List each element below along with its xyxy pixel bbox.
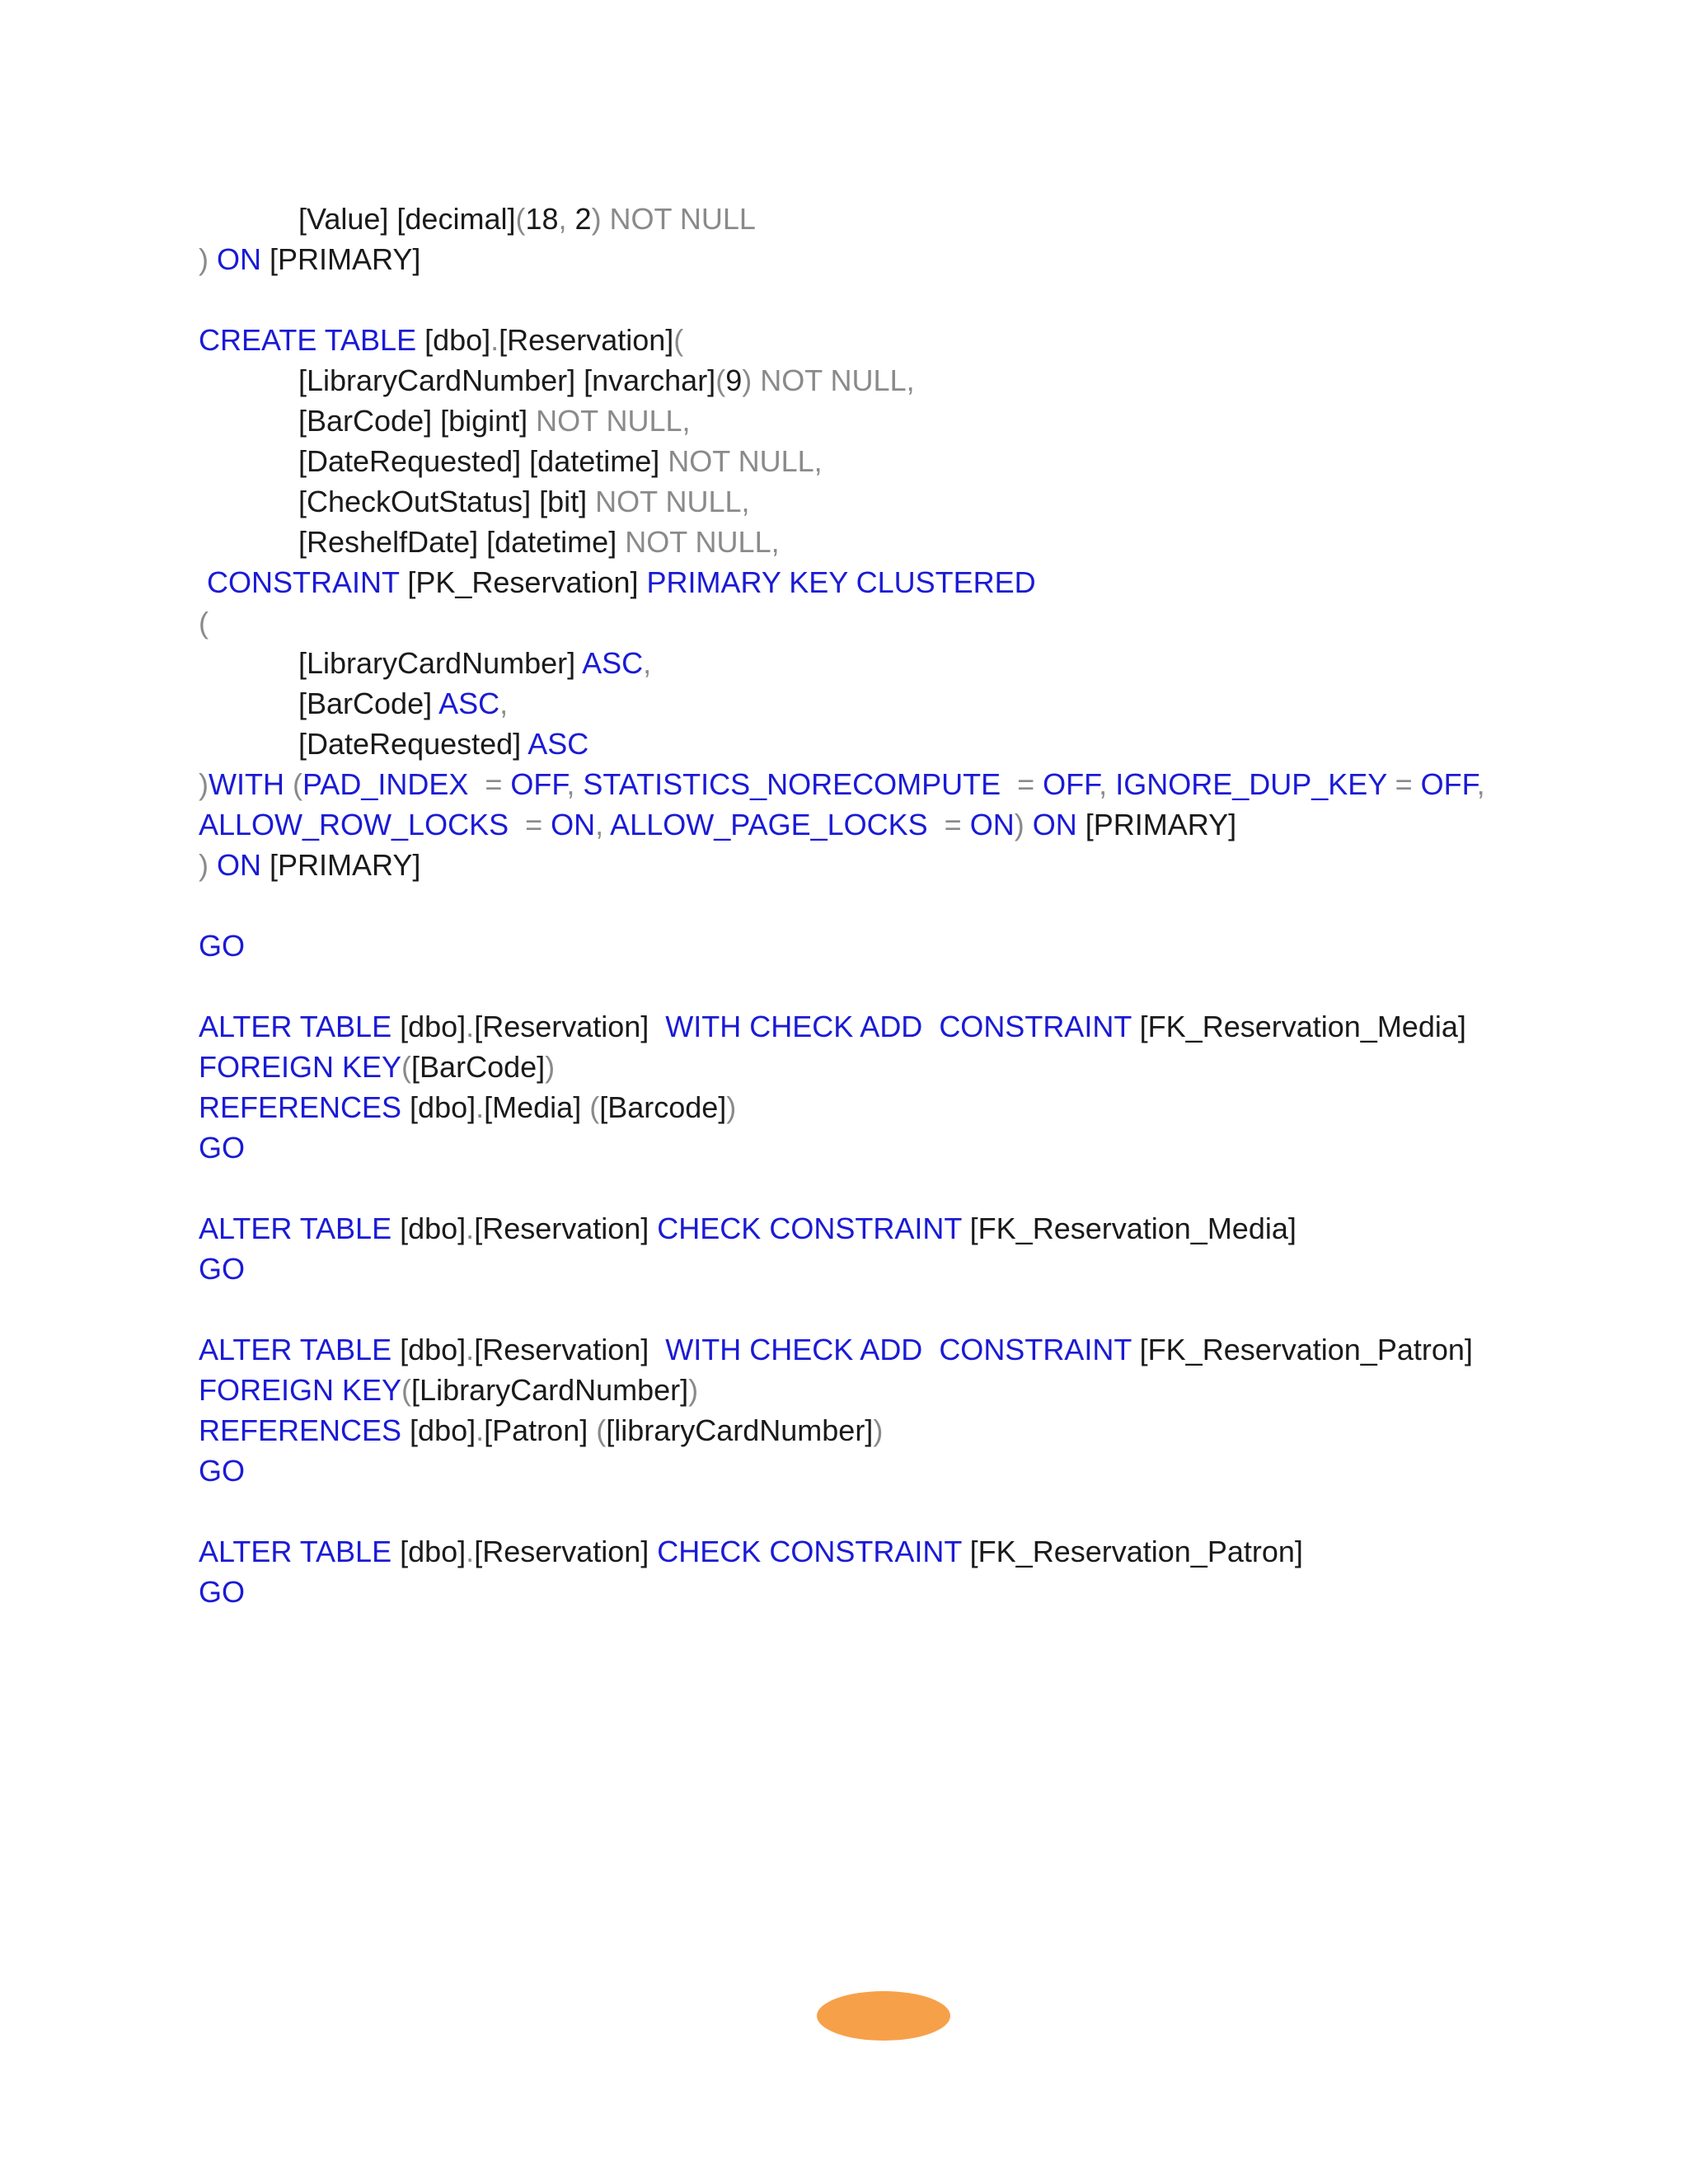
sql-keyword: IGNORE_DUP_KEY [1115, 767, 1387, 801]
sql-punctuation: ) [199, 767, 209, 801]
code-line [199, 562, 1036, 602]
sql-keyword: CHECK CONSTRAINT [657, 1212, 962, 1245]
sql-text: [CheckOutStatus] [bit] [298, 485, 596, 518]
sql-keyword: STATISTICS_NORECOMPUTE [583, 767, 1001, 801]
sql-keyword: PAD_INDEX [302, 767, 469, 801]
code-line [199, 320, 683, 360]
code-line [199, 1208, 1296, 1249]
sql-text: [FK_Reservation_Media] [961, 1212, 1296, 1245]
sql-text: [dbo] [392, 1535, 467, 1568]
sql-keyword: ON [217, 242, 261, 276]
code-line [199, 845, 420, 885]
sql-text: [dbo] [416, 323, 491, 357]
sql-text: [dbo] [401, 1090, 476, 1124]
code-line [199, 1087, 736, 1127]
sql-punctuation: ) [726, 1090, 737, 1124]
sql-punctuation: . [466, 1333, 475, 1366]
sql-punctuation: NOT NULL, [595, 485, 750, 518]
code-line [298, 199, 756, 239]
code-line [298, 441, 823, 481]
sql-keyword: ALLOW_PAGE_LOCKS [610, 808, 928, 841]
sql-keyword: OFF [1420, 767, 1477, 801]
sql-keyword: FOREIGN KEY [199, 1050, 402, 1084]
code-line [298, 522, 780, 562]
sql-keyword: WITH CHECK ADD CONSTRAINT [665, 1333, 1132, 1366]
sql-punctuation: ( [401, 1050, 412, 1084]
sql-punctuation: . [476, 1413, 485, 1447]
sql-text: [dbo] [392, 1333, 467, 1366]
sql-punctuation: ) [873, 1413, 884, 1447]
sql-text: 2 [574, 202, 592, 236]
sql-punctuation: ( [589, 1090, 600, 1124]
sql-text: [Reservation] [474, 1010, 666, 1043]
sql-text: [Barcode] [599, 1090, 727, 1124]
sql-text: [ReshelfDate] [datetime] [298, 525, 626, 559]
sql-keyword: ALTER TABLE [199, 1212, 392, 1245]
sql-punctuation: , [558, 202, 575, 236]
sql-keyword: GO [199, 1454, 246, 1488]
sql-text: [PRIMARY] [261, 242, 421, 276]
sql-keyword: ON [217, 848, 261, 882]
sql-text: [PRIMARY] [261, 848, 421, 882]
sql-keyword: WITH [209, 767, 284, 801]
sql-text: [BarCode] [bigint] [298, 404, 537, 438]
sql-text: [FK_Reservation_Patron] [1131, 1333, 1473, 1366]
code-line [298, 724, 588, 764]
sql-text: [Reservation] [499, 323, 674, 357]
sql-keyword: GO [199, 1252, 246, 1286]
sql-punctuation: ) [545, 1050, 556, 1084]
sql-text: [LibraryCardNumber] [298, 646, 583, 680]
sql-keyword: ON [551, 808, 596, 841]
code-line [199, 602, 209, 643]
sql-punctuation: = [468, 767, 511, 801]
sql-keyword: ASC [528, 727, 589, 761]
sql-text: [BarCode] [411, 1050, 546, 1084]
code-line [199, 1531, 1303, 1572]
sql-text: [FK_Reservation_Media] [1131, 1010, 1466, 1043]
code-line [298, 683, 508, 724]
sql-punctuation: = [927, 808, 970, 841]
sql-punctuation: ( [284, 767, 302, 801]
sql-punctuation: = [1001, 767, 1043, 801]
sql-text: [Value] [decimal] [298, 202, 516, 236]
sql-keyword: GO [199, 1131, 246, 1165]
sql-keyword: GO [199, 929, 246, 963]
sql-punctuation: , [566, 767, 584, 801]
sql-keyword: CHECK CONSTRAINT [657, 1535, 962, 1568]
sql-text: [Reservation] [474, 1333, 666, 1366]
sql-text: [FK_Reservation_Patron] [961, 1535, 1303, 1568]
sql-text: [PK_Reservation] [399, 565, 647, 599]
sql-text: [Reservation] [474, 1535, 658, 1568]
sql-text: 9 [725, 363, 743, 397]
sql-text: 18 [525, 202, 559, 236]
code-line [298, 360, 915, 401]
sql-text: [dbo] [392, 1010, 467, 1043]
code-line [298, 481, 750, 522]
sql-keyword: ALTER TABLE [199, 1010, 392, 1043]
sql-keyword: REFERENCES [199, 1413, 402, 1447]
code-line [199, 1127, 245, 1168]
sql-punctuation: ) NOT NULL [591, 202, 756, 236]
sql-keyword: ALLOW_ROW_LOCKS [199, 808, 509, 841]
sql-text: [Media] [484, 1090, 590, 1124]
sql-punctuation: ) [1014, 808, 1033, 841]
sql-punctuation: ) [199, 242, 217, 276]
sql-punctuation: . [466, 1535, 475, 1568]
code-line [199, 764, 1485, 804]
code-line [199, 804, 1236, 845]
sql-punctuation: ( [673, 323, 684, 357]
sql-text: [Reservation] [474, 1212, 658, 1245]
sql-text: [DateRequested] [298, 727, 528, 761]
sql-punctuation: , [643, 646, 652, 680]
sql-keyword: ON [969, 808, 1015, 841]
code-line [199, 1572, 245, 1612]
sql-punctuation: NOT NULL, [536, 404, 691, 438]
sql-punctuation: , [1099, 767, 1116, 801]
sql-punctuation: = [1386, 767, 1421, 801]
sql-punctuation: ( [515, 202, 526, 236]
sql-keyword: ON [1032, 808, 1077, 841]
sql-text: [Patron] [484, 1413, 597, 1447]
sql-punctuation: NOT NULL, [625, 525, 780, 559]
code-line [298, 643, 651, 683]
code-line [199, 1451, 245, 1491]
sql-keyword: OFF [510, 767, 567, 801]
sql-text: [PRIMARY] [1076, 808, 1237, 841]
sql-keyword: CREATE TABLE [199, 323, 417, 357]
sql-punctuation: . [466, 1010, 475, 1043]
page-number-marker [817, 1991, 950, 2041]
sql-punctuation: , [595, 808, 611, 841]
sql-keyword: CONSTRAINT [199, 565, 400, 599]
sql-text: [DateRequested] [datetime] [298, 444, 668, 478]
sql-punctuation: ) [199, 848, 217, 882]
sql-punctuation: ( [401, 1373, 412, 1407]
sql-punctuation: . [476, 1090, 485, 1124]
sql-keyword: ALTER TABLE [199, 1535, 392, 1568]
sql-punctuation: ) NOT NULL, [742, 363, 915, 397]
sql-punctuation: . [490, 323, 499, 357]
sql-text: [libraryCardNumber] [606, 1413, 874, 1447]
sql-punctuation: ( [596, 1413, 607, 1447]
sql-keyword: ASC [438, 687, 500, 720]
sql-punctuation: = [509, 808, 551, 841]
sql-keyword: FOREIGN KEY [199, 1373, 402, 1407]
code-line [298, 401, 691, 441]
code-line [199, 1370, 698, 1410]
sql-text: [dbo] [392, 1212, 467, 1245]
sql-punctuation: . [466, 1212, 475, 1245]
code-line [199, 1006, 1466, 1047]
code-line [199, 1249, 245, 1289]
sql-punctuation: ) [688, 1373, 699, 1407]
code-line [199, 1410, 883, 1451]
code-line [199, 926, 245, 966]
sql-keyword: ASC [582, 646, 644, 680]
sql-keyword: PRIMARY KEY CLUSTERED [646, 565, 1036, 599]
sql-text: [dbo] [401, 1413, 476, 1447]
sql-keyword: REFERENCES [199, 1090, 402, 1124]
sql-punctuation: ( [715, 363, 726, 397]
sql-punctuation: ( [199, 606, 209, 640]
sql-punctuation: , [499, 687, 509, 720]
code-line [199, 1047, 555, 1087]
sql-keyword: OFF [1043, 767, 1100, 801]
sql-punctuation: , [1476, 767, 1485, 801]
sql-keyword: WITH CHECK ADD CONSTRAINT [665, 1010, 1132, 1043]
sql-keyword: ALTER TABLE [199, 1333, 392, 1366]
sql-text: [BarCode] [298, 687, 439, 720]
sql-punctuation: NOT NULL, [668, 444, 823, 478]
sql-text: [LibraryCardNumber] [nvarchar] [298, 363, 716, 397]
code-line [199, 1329, 1473, 1370]
code-line [199, 239, 420, 279]
sql-keyword: GO [199, 1575, 246, 1609]
sql-text: [LibraryCardNumber] [411, 1373, 689, 1407]
